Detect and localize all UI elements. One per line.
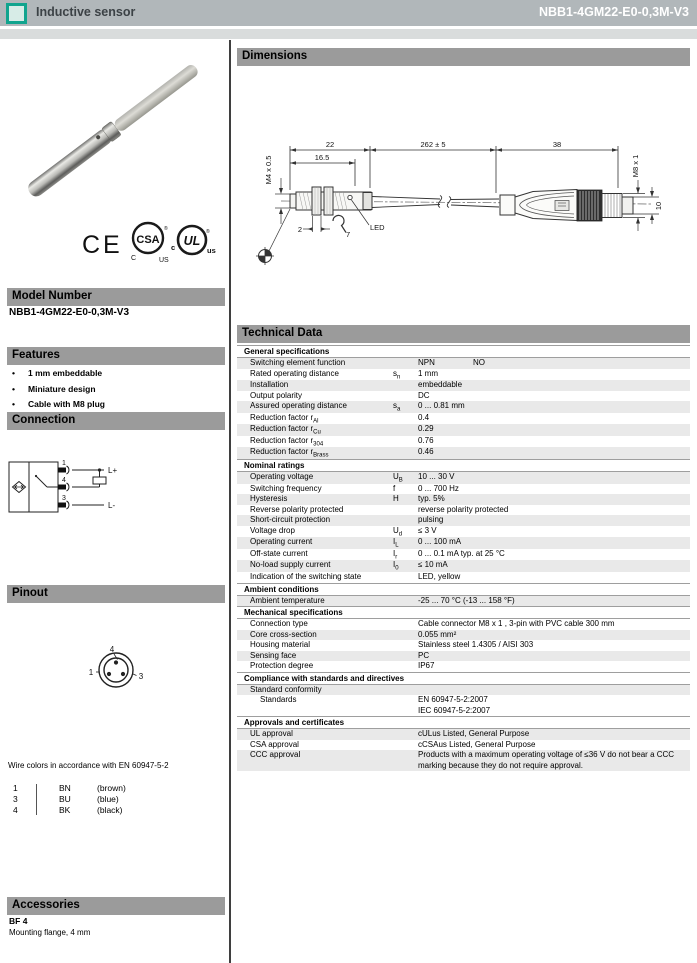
spec-symbol: H — [393, 494, 399, 504]
spec-row — [237, 685, 690, 696]
spec-symbol — [393, 596, 418, 607]
spec-label: Reduction factor $r_{Cu}$ — [250, 424, 321, 436]
spec-label: Indication of the switching state — [250, 572, 362, 582]
ul-reg-text: ® — [206, 229, 210, 235]
spec-label: Output polarity — [250, 390, 303, 400]
ul-text: UL — [183, 234, 201, 248]
pin-number-1: 1 — [62, 460, 66, 467]
pin-number-4: 4 — [62, 477, 66, 484]
spec-symbol — [393, 447, 418, 459]
spec-value: NPN NO — [418, 358, 485, 367]
spec-symbol — [393, 572, 418, 583]
spec-row — [237, 549, 690, 561]
spec-value: 0 ... 700 Hz — [418, 483, 459, 493]
wire-code: BU — [59, 794, 71, 804]
feature-item — [7, 397, 222, 413]
spec-label: Operating current — [250, 537, 313, 547]
dim-connector-length: 38 — [552, 140, 562, 149]
table-section-header: General specifications — [237, 345, 690, 358]
spec-label: Standards — [260, 695, 297, 705]
spec-symbol: $I_r$ — [393, 548, 398, 561]
accessory-name: BF 4 — [9, 916, 28, 926]
spec-value: embeddable — [418, 380, 463, 390]
wire-color-name: (brown) — [97, 783, 126, 793]
spec-row — [237, 472, 690, 484]
wire-color-row — [0, 794, 225, 805]
wire-pin: 4 — [13, 805, 18, 815]
spec-value: EN 60947-5-2:2007 IEC 60947-5-2:2007 — [418, 695, 491, 715]
spec-row — [237, 413, 690, 425]
spec-label: Core cross-section — [250, 629, 317, 639]
feature-item — [7, 382, 222, 398]
spec-symbol — [393, 619, 418, 630]
spec-row — [237, 494, 690, 505]
spec-value: 10 ... 30 V — [418, 472, 455, 482]
dim-wrench-size: 7 — [346, 230, 351, 239]
technical-data-section-header: Technical Data — [237, 325, 690, 343]
wire-color-row — [0, 805, 225, 816]
spec-symbol — [393, 661, 418, 672]
spec-value: 0.46 — [418, 447, 434, 457]
spec-row — [237, 560, 690, 572]
feature-text: Miniature design — [28, 383, 96, 394]
spec-symbol — [393, 695, 418, 716]
spec-value: 1 mm — [418, 368, 438, 378]
bullet-icon: • — [12, 383, 15, 394]
spec-symbol: $s_a$ — [393, 401, 401, 413]
supply-minus-label: L- — [108, 501, 116, 510]
spec-row — [237, 515, 690, 526]
spec-value: ≤ 10 mA — [418, 560, 448, 570]
spec-value: Products with a maximum operating voltage of ≤36 V do not bear a CCC marking because they do not require approval. — [418, 750, 675, 770]
spec-label: Housing material — [250, 640, 311, 650]
spec-value — [418, 685, 690, 696]
product-type-title: Inductive sensor — [36, 5, 136, 19]
spec-symbol: $U_B$ — [393, 472, 403, 484]
spec-row — [237, 358, 690, 369]
pinout-pin-left-label: 1 — [88, 668, 94, 677]
spec-label: No-load supply current — [250, 560, 331, 570]
spec-row — [237, 436, 690, 448]
spec-row — [237, 447, 690, 459]
spec-row — [237, 661, 690, 672]
spec-label: Connection type — [250, 619, 308, 629]
spec-label: Sensing face — [250, 650, 297, 660]
spec-row — [237, 729, 690, 740]
table-section-header: Approvals and certificates — [237, 716, 690, 729]
wire-table-rule — [36, 784, 37, 815]
wire-pin: 3 — [13, 794, 18, 804]
spec-value: Cable connector M8 x 1 , 3-pin with PVC cable 300 mm — [418, 619, 615, 629]
spec-value: DC — [418, 390, 430, 400]
spec-label: Reduction factor $r_{Brass}$ — [250, 447, 329, 460]
spec-row — [237, 505, 690, 516]
model-number-value: NBB1-4GM22-E0-0,3M-V3 — [9, 307, 130, 318]
wire-color-row — [0, 783, 225, 794]
spec-symbol: $I_L$ — [393, 537, 399, 549]
spec-label: Ambient temperature — [250, 595, 325, 605]
spec-row — [237, 651, 690, 662]
spec-row — [237, 484, 690, 495]
brand-square-icon — [6, 3, 27, 24]
spec-value: 0.29 — [418, 424, 434, 434]
spec-symbol — [393, 750, 418, 771]
spec-row — [237, 391, 690, 402]
spec-row — [237, 630, 690, 641]
spec-value: 0 ... 0.81 mm — [418, 401, 465, 411]
feature-text: Cable with M8 plug — [28, 399, 105, 409]
spec-value: ≤ 3 V — [418, 525, 437, 535]
spec-row — [237, 640, 690, 651]
spec-value: typ. 5% — [418, 494, 445, 504]
spec-symbol — [393, 515, 418, 526]
accessory-desc: Mounting flange, 4 mm — [9, 928, 91, 937]
spec-label: UL approval — [250, 729, 293, 739]
spec-row — [237, 740, 690, 751]
spec-symbol — [393, 380, 418, 391]
wire-code: BN — [59, 783, 71, 793]
spec-label: Installation — [250, 380, 289, 390]
spec-value: PC — [418, 650, 430, 660]
ce-text: CE — [82, 231, 123, 259]
csa-mark-icon — [131, 223, 169, 264]
feature-item — [7, 366, 222, 382]
wire-pin: 1 — [13, 783, 18, 793]
header-model-number: NBB1-4GM22-E0-0,3M-V3 — [538, 5, 689, 19]
spec-label: Operating voltage — [250, 472, 314, 482]
spec-value: LED, yellow — [418, 572, 461, 582]
spec-value: reverse polarity protected — [418, 504, 509, 514]
spec-symbol: $s_n$ — [393, 368, 401, 381]
led-label: LED — [370, 223, 385, 232]
spec-symbol: $I_0$ — [393, 560, 399, 573]
bullet-icon: • — [12, 399, 15, 409]
spec-value: 0 ... 0.1 mA typ. at 25 °C — [418, 548, 505, 558]
spec-symbol — [393, 685, 418, 696]
spec-label: Reduction factor $r_{Al}$ — [250, 412, 319, 425]
spec-symbol — [393, 505, 418, 516]
spec-label: Voltage drop — [250, 525, 295, 535]
ce-mark-icon — [82, 231, 123, 259]
accessories-section-header: Accessories — [7, 897, 225, 915]
pinout-diagram — [0, 630, 225, 705]
pinout-pin-top-label: 4 — [109, 645, 115, 654]
spec-symbol — [393, 729, 418, 740]
bullet-icon: • — [12, 368, 15, 378]
pin-terminal — [58, 485, 66, 490]
spec-value: 0.055 mm² — [418, 629, 457, 639]
spec-value: pulsing — [418, 515, 444, 525]
spec-symbol — [393, 740, 418, 751]
dim-cable-length: 262 ± 5 — [420, 140, 446, 149]
spec-symbol — [393, 651, 418, 662]
spec-value: -25 ... 70 °C (-13 ... 158 °F) — [418, 595, 515, 605]
table-section-header: Nominal ratings — [237, 459, 690, 472]
ul-us-text: us — [207, 246, 216, 255]
header-sub-band — [0, 29, 697, 39]
certification-marks — [70, 220, 220, 265]
spec-label: Short-circuit protection — [250, 515, 331, 525]
ul-mark-icon — [171, 226, 216, 255]
spec-label: Rated operating distance — [250, 368, 339, 378]
wrench-icon — [333, 215, 346, 232]
pin-terminal — [58, 468, 66, 473]
csa-reg-text: ® — [164, 226, 168, 232]
csa-c-text: C — [131, 255, 137, 262]
earth-symbol-icon — [256, 209, 290, 265]
spec-value: 0.4 — [418, 412, 430, 422]
spec-label: Switching element function — [250, 358, 346, 367]
spec-label: CCC approval — [250, 750, 301, 760]
spec-value: 0 ... 100 mA — [418, 537, 462, 547]
top-header-bar — [0, 0, 697, 26]
spec-label: Assured operating distance — [250, 401, 347, 411]
dim-connector-thread: M8 x 1 — [631, 154, 640, 178]
spec-symbol — [393, 391, 418, 402]
feature-text: 1 mm embeddable — [28, 368, 103, 378]
model-number-section-header: Model Number — [7, 288, 225, 306]
pin-number-3: 3 — [62, 495, 66, 502]
spec-label: Standard conformity — [250, 684, 322, 694]
spec-value: IP67 — [418, 661, 435, 671]
csa-text: CSA — [136, 234, 160, 246]
accessory-item — [9, 916, 90, 938]
spec-row — [237, 596, 690, 607]
spec-row — [237, 369, 690, 381]
wire-color-name: (black) — [97, 805, 123, 815]
supply-plus-label: L+ — [108, 466, 118, 475]
spec-label: Off-state current — [250, 548, 308, 558]
spec-row — [237, 401, 690, 413]
pinout-pin-right-label: 3 — [138, 672, 144, 681]
wire-color-table — [0, 783, 225, 816]
connection-diagram — [0, 450, 225, 535]
spec-label: Switching frequency — [250, 483, 322, 493]
pinout-section-header: Pinout — [7, 585, 225, 603]
connection-section-header: Connection — [7, 412, 225, 430]
spec-label: Protection degree — [250, 661, 314, 671]
dim-nut-width: 2 — [297, 225, 303, 234]
table-section-header: Mechanical specifications — [237, 606, 690, 619]
spec-label: CSA approval — [250, 739, 299, 749]
spec-symbol — [393, 630, 418, 641]
table-section-header: Compliance with standards and directives — [237, 672, 690, 685]
spec-symbol — [393, 436, 418, 448]
spec-value: 0.76 — [418, 435, 434, 445]
features-section-header: Features — [7, 347, 225, 365]
column-divider — [229, 40, 231, 963]
dim-thread-length: 16.5 — [314, 153, 330, 162]
spec-symbol — [393, 358, 418, 369]
spec-row — [237, 619, 690, 630]
wire-colors-note: Wire colors in accordance with EN 60947-5-2 — [8, 761, 169, 770]
wire-color-name: (blue) — [97, 794, 119, 804]
spec-row — [237, 380, 690, 391]
dimensions-section-header: Dimensions — [237, 48, 690, 66]
spec-symbol — [393, 640, 418, 651]
dim-body-length: 22 — [325, 140, 335, 149]
technical-data-table — [237, 345, 690, 771]
product-photo — [20, 55, 215, 215]
spec-symbol: f — [393, 483, 396, 493]
spec-symbol — [393, 413, 418, 425]
spec-symbol — [393, 424, 418, 436]
led-indicator — [348, 195, 352, 199]
spec-row — [237, 526, 690, 538]
spec-row — [237, 695, 690, 716]
accessories-list — [9, 916, 90, 938]
ul-c-text: c — [171, 243, 176, 252]
spec-symbol: $U_d$ — [393, 525, 403, 538]
features-list — [7, 366, 222, 413]
spec-label: Hysteresis — [250, 494, 288, 504]
spec-row — [237, 572, 690, 583]
dim-connector-diameter: 10 — [654, 201, 663, 211]
wire-code: BK — [59, 805, 71, 815]
spec-value: Stainless steel 1.4305 / AISI 303 — [418, 640, 534, 650]
dim-front-thread: M4 x 0.5 — [264, 155, 273, 185]
dimensions-drawing — [233, 70, 697, 320]
csa-us-text: US — [159, 257, 169, 264]
spec-label: Reduction factor $r_{304}$ — [250, 435, 324, 448]
spec-value: cULus Listed, General Purpose — [418, 729, 530, 739]
table-section-header: Ambient conditions — [237, 583, 690, 596]
spec-row — [237, 750, 690, 771]
spec-label: Reverse polarity protected — [250, 504, 344, 514]
spec-value: cCSAus Listed, General Purpose — [418, 739, 536, 749]
spec-row — [237, 424, 690, 436]
pin-terminal — [58, 503, 66, 508]
spec-row — [237, 537, 690, 549]
